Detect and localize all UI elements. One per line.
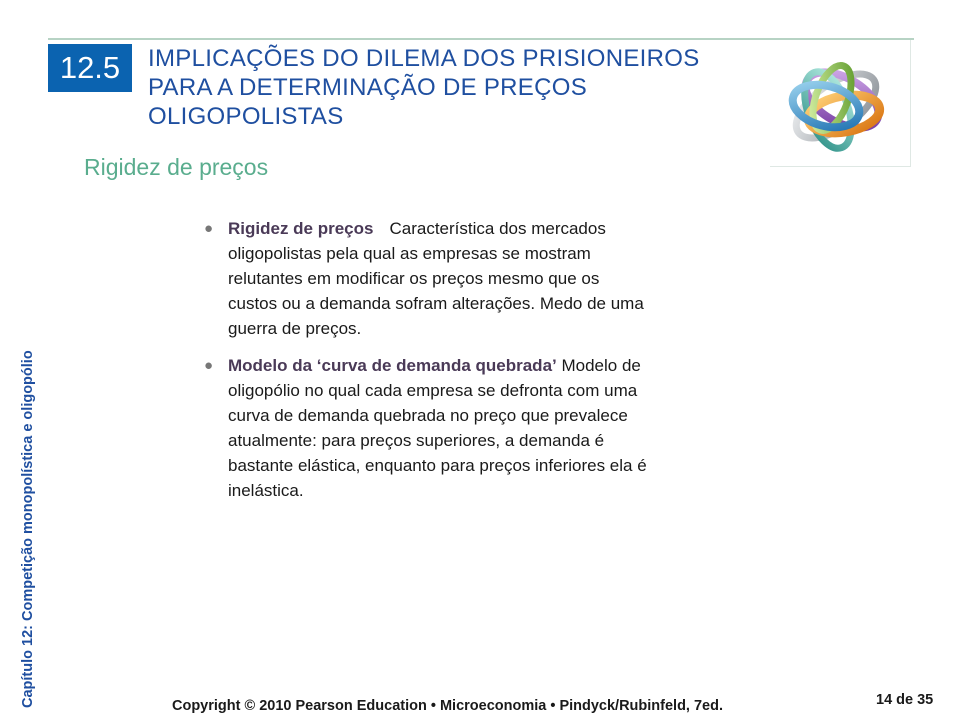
chapter-side-caption: Capítulo 12: Competição monopolística e oligopólio [20,350,36,708]
bullet-dot-icon: ● [204,357,214,374]
logo-panel [770,40,911,167]
bullet-list [204,216,760,515]
bullet-text-line: Característica dos mercados [389,219,606,238]
bullet-text-line: bastante elástica, enquanto para preços inferiores ela é [228,456,647,475]
title-line-1: IMPLICAÇÕES DO DILEMA DOS PRISIONEIROS [148,45,700,72]
page-number: 14 de 35 [876,692,934,708]
section-number-badge: 12.5 [48,44,132,92]
bullet-text-line: oligopólio no qual cada empresa se defronta com uma [228,381,638,400]
bullet-term: Modelo da ‘curva de demanda quebrada’ [228,356,557,375]
slide-subtitle: Rigidez de preços [84,154,269,180]
title-line-3: OLIGOPOLISTAS [148,103,344,130]
interlocking-rings-logo-icon [770,40,910,166]
bullet-term: Rigidez de preços [228,219,374,238]
bullet-text-line: oligopolistas pela qual as empresas se mostram [228,244,591,263]
slide-title [148,44,768,131]
bullet-text-line: Modelo de [561,356,641,375]
title-line-2: PARA A DETERMINAÇÃO DE PREÇOS [148,74,588,101]
bullet-item-kinked-demand [204,353,760,503]
bullet-item-price-rigidity [204,216,760,341]
bullet-text-line: relutantes em modificar os preços mesmo que os [228,269,600,288]
bullet-text-line: inelástica. [228,481,304,500]
bullet-text-line: custos ou a demanda sofram alterações. Medo de uma [228,294,644,313]
copyright-footer: Copyright © 2010 Pearson Education • Microeconomia • Pindyck/Rubinfeld, 7ed. [172,698,724,714]
bullet-dot-icon: ● [204,220,214,237]
bullet-text-line: curva de demanda quebrada no preço que prevalece [228,406,628,425]
bullet-text-line: guerra de preços. [228,319,362,338]
bullet-text-line: atualmente: para preços superiores, a demanda é [228,431,605,450]
